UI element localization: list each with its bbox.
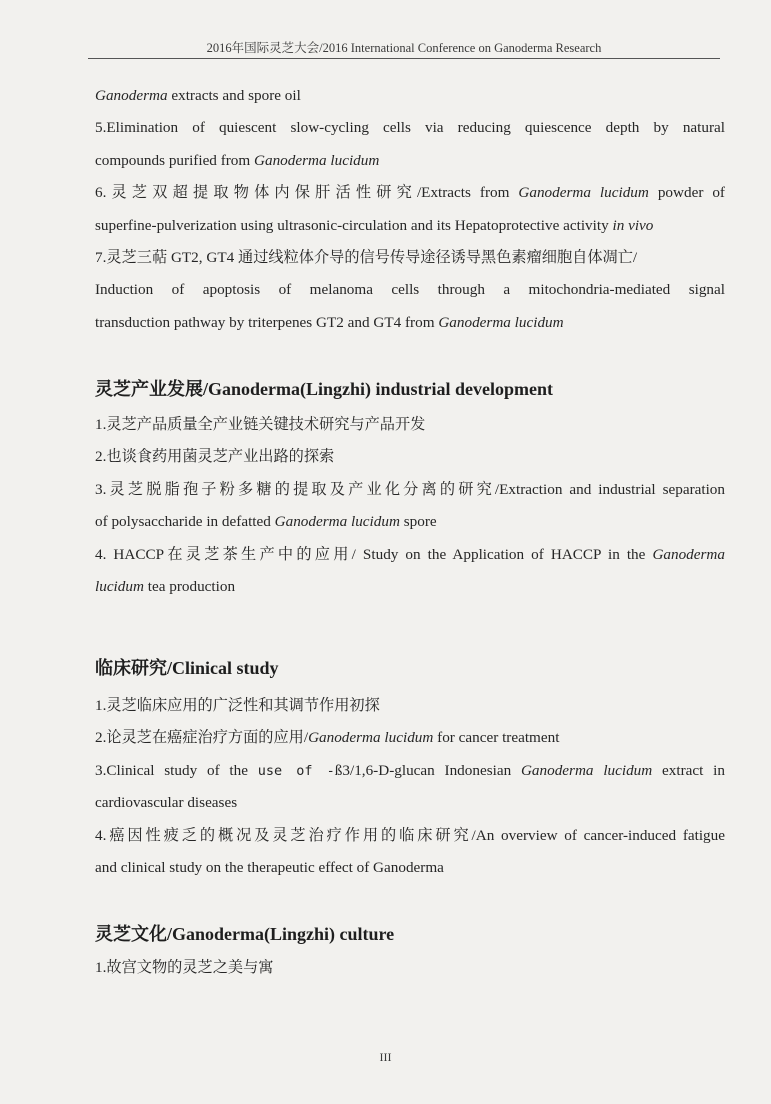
industrial-entries (95, 409, 725, 603)
clinical-entry-3-line-1: 3.Clinical study of the use of -ß3/1,6-D-glucan Indonesian Ganoderma lucidum extract in (95, 761, 725, 779)
industrial-entry-4-line-2: lucidum tea production (95, 577, 236, 595)
page-number: III (379, 1050, 392, 1064)
industrial-entry-4-line-1: 4. HACCP在灵芝茶生产中的应用/ Study on the Application of HACCP in the Ganoderma (95, 545, 725, 563)
section-industrial (95, 373, 725, 405)
continued-entries (95, 80, 725, 339)
section-heading-clinical: 临床研究/Clinical study (95, 658, 279, 678)
clinical-entry-1: 1.灵芝临床应用的广泛性和其调节作用初探 (95, 697, 380, 714)
entry-4-tail: Ganoderma extracts and spore oil (95, 87, 301, 104)
entry-6-line-2: superfine-pulverization using ultrasonic-circulation and its Hepatoprotective activity in vivo (95, 216, 654, 234)
entry-7-line-3: transduction pathway by triterpenes GT2 and GT4 from Ganoderma lucidum (95, 313, 564, 331)
clinical-entry-4-line-2: and clinical study on the therapeutic effect of Ganoderma (95, 858, 444, 876)
section-culture (95, 918, 725, 950)
culture-entries (95, 952, 725, 984)
industrial-entry-1: 1.灵芝产品质量全产业链关键技术研究与产品开发 (95, 416, 426, 433)
section-heading-industrial: 灵芝产业发展/Ganoderma(Lingzhi) industrial development (95, 379, 554, 399)
running-header: 2016年国际灵芝大会/2016 International Conference on Ganoderma Research (206, 41, 602, 55)
entry-5-line-1: 5.Elimination of quiescent slow-cycling cells via reducing quiescence depth by natural (95, 119, 725, 137)
clinical-entries (95, 690, 725, 884)
clinical-entry-2: 2.论灵芝在癌症治疗方面的应用/Ganoderma lucidum for cancer treatment (95, 729, 560, 747)
entry-7-line-2: Induction of apoptosis of melanoma cells through a mitochondria-mediated signal (95, 281, 725, 299)
header-rule (88, 58, 720, 59)
culture-entry-1: 1.故宫文物的灵芝之美与寓 (95, 959, 274, 976)
entry-6-line-1: 6.灵芝双超提取物体内保肝活性研究/Extracts from Ganoderma lucidum powder of (95, 184, 725, 202)
clinical-entry-4-line-1: 4.癌因性疲乏的概况及灵芝治疗作用的临床研究/An overview of cancer-induced fatigue (95, 826, 725, 844)
entry-5-line-2: compounds purified from Ganoderma lucidum (95, 151, 380, 169)
clinical-entry-3-line-2: cardiovascular diseases (95, 794, 238, 812)
industrial-entry-2: 2.也谈食药用菌灵芝产业出路的探索 (95, 448, 335, 466)
industrial-entry-3-line-1: 3.灵芝脱脂孢子粉多糖的提取及产业化分离的研究/Extraction and industrial separation (95, 480, 725, 498)
section-clinical (95, 652, 725, 684)
industrial-entry-3-line-2: of polysaccharide in defatted Ganoderma lucidum spore (95, 513, 437, 531)
entry-7-line-1: 7.灵芝三萜 GT2, GT4 通过线粒体介导的信号传导途径诱导黑色素瘤细胞自体凋亡/ (95, 248, 638, 266)
section-heading-culture: 灵芝文化/Ganoderma(Lingzhi) culture (95, 924, 395, 944)
